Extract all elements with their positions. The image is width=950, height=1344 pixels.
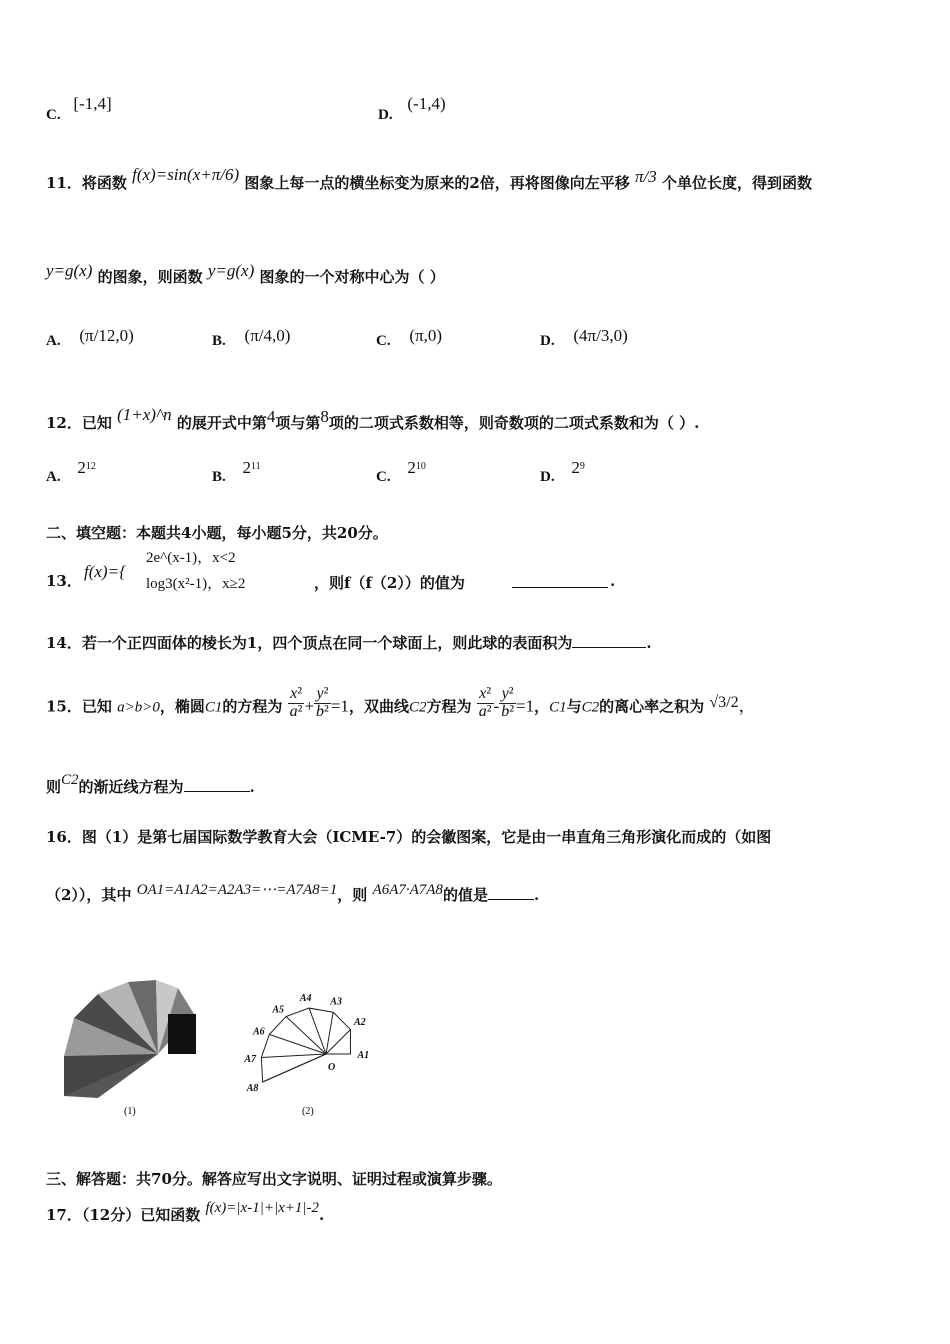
text: 则 <box>46 778 62 796</box>
g-function-2: y=g(x) <box>207 261 255 280</box>
piecewise-case-2: log3(x²-1)，x≥2 <box>146 576 246 592</box>
point-label: A1 <box>357 1050 370 1061</box>
end-mark: . <box>533 886 540 904</box>
option-label: D. <box>540 333 555 349</box>
point-label: A4 <box>299 992 312 1004</box>
q10-option-d <box>378 94 446 124</box>
text: ，则f（f（2））的值为 <box>314 574 465 592</box>
binomial-expression: (1+x)^n <box>117 405 172 424</box>
text: 图象上每一点的横坐标变为原来的2倍，再将图像向左平移 <box>244 174 630 192</box>
text: 项与第 <box>275 414 321 432</box>
question-12-line <box>46 405 700 433</box>
text: ， <box>534 697 550 716</box>
ellipse-equation: $\frac{\text{x²}}{\text{a²}}$ <box>289 685 303 720</box>
option-value: (π,0) <box>409 326 443 345</box>
q12-option-b <box>212 458 261 486</box>
option-label: B. <box>212 469 226 485</box>
section-2-heading: 二、填空题：本题共4小题，每小题5分，共20分。 <box>46 524 388 542</box>
piecewise-label: f(x)={ <box>84 562 126 581</box>
g-function: y=g(x) <box>46 261 93 280</box>
section-3-heading: 三、解答题：共70分。解答应写出文字说明、证明过程或演算步骤。 <box>46 1170 502 1188</box>
question-number: 17． <box>46 1206 82 1224</box>
option-label: C. <box>376 469 391 485</box>
answer-blank[interactable] <box>572 633 646 648</box>
option-value: (4π/3,0) <box>573 326 628 345</box>
answer-blank[interactable] <box>512 573 608 588</box>
question-11-line2 <box>46 261 445 287</box>
text: ，椭圆 <box>159 697 205 716</box>
text: 的图象，则函数 <box>97 268 203 286</box>
option-base: 2 <box>407 458 416 477</box>
eccentricity-product: √3/2 <box>709 694 739 712</box>
question-16-line2 <box>46 884 539 905</box>
q12-option-c <box>376 458 426 486</box>
text: 已知 <box>81 697 112 716</box>
text: 的渐近线方程为 <box>78 778 184 796</box>
question-number: 14． <box>46 634 82 652</box>
option-exponent: 12 <box>85 461 96 472</box>
q11-option-a <box>46 326 134 350</box>
question-15-line1: 15．已知 a>b>0，椭圆C1的方程为 $\frac{\text{x²}}{\text{a²}}$ + $\frac{\text{y²}}{\text{b²}}$ =1，双曲线C2方程为 $\frac{\text{x²}}{\text{a²}}$ - $\frac{\text{y²}}{\text{b²}}$ =1，C1与C2的离心率之积为 √3/2， <box>46 685 756 720</box>
question-11-line1 <box>46 165 813 193</box>
q12-option-a <box>46 458 96 486</box>
option-label: B. <box>212 333 226 349</box>
text: ，则 <box>337 886 368 904</box>
text: 的值是 <box>442 886 488 904</box>
option-label: A. <box>46 333 61 349</box>
ray-line <box>309 1008 326 1054</box>
ellipse-equation-y: $\frac{\text{y²}}{\text{b²}}$ <box>316 685 329 720</box>
point-label: A2 <box>353 1017 366 1029</box>
text: （12分）已知函数 <box>81 1206 201 1224</box>
rays <box>261 1008 350 1082</box>
question-14 <box>46 632 652 653</box>
hyperbola-equation-y: $\frac{\text{y²}}{\text{b²}}$ <box>501 685 514 720</box>
end-mark: . <box>318 1206 325 1224</box>
text: 的展开式中第 <box>176 414 267 432</box>
term-index-1: 4 <box>266 407 276 426</box>
option-value: (π/4,0) <box>244 326 291 345</box>
c1-symbol-2: C1 <box>549 699 567 716</box>
ray-line <box>286 1017 326 1054</box>
figure-svg <box>58 958 418 1128</box>
option-base: 2 <box>242 458 252 477</box>
condition: a>b>0 <box>117 699 160 716</box>
question-number: 16． <box>46 828 82 846</box>
end-mark: . <box>646 634 652 652</box>
option-label: D. <box>540 469 555 485</box>
option-label: A. <box>46 469 61 485</box>
point-label: A8 <box>246 1082 259 1094</box>
point-label: A7 <box>244 1054 257 1066</box>
c1-symbol: C1 <box>204 699 223 716</box>
option-exponent: 10 <box>415 461 426 472</box>
end-mark: . <box>610 572 616 590</box>
text: 图（1）是第七届国际数学教育大会（ICME-7）的会徽图案，它是由一串直角三角形演化而成的（如图 <box>81 828 772 846</box>
c2-symbol: C2 <box>408 699 427 716</box>
option-label: D. <box>378 107 393 123</box>
answer-blank[interactable] <box>184 777 250 792</box>
figure-2-diagram <box>261 1008 350 1082</box>
spiral-square <box>168 1014 196 1054</box>
text: （2）），其中 <box>46 886 132 904</box>
q11-option-b <box>212 326 291 350</box>
point-label: A5 <box>272 1004 284 1016</box>
q11-option-c <box>376 326 443 350</box>
function-expression: f(x)=sin(x+π/6) <box>132 165 240 184</box>
term-index-2: 8 <box>320 407 329 426</box>
shift-amount: π/3 <box>635 167 657 186</box>
option-exponent: 11 <box>251 461 261 472</box>
question-number: 13． <box>46 572 82 590</box>
option-value: (π/12,0) <box>79 326 134 345</box>
option-base: 2 <box>571 458 580 477</box>
ray-line <box>269 1034 326 1054</box>
question-16-line1 <box>46 826 771 847</box>
q10-option-c <box>46 94 112 124</box>
piecewise-case-1: 2e^(x-1)，x<2 <box>146 550 236 566</box>
figures <box>58 958 418 1132</box>
figure-1-caption: (1) <box>124 1106 136 1117</box>
point-label: O <box>328 1062 336 1073</box>
text: 的离心率之积为 <box>599 697 705 716</box>
question-15-line2 <box>46 772 255 797</box>
segment-condition: OA1=A1A2=A2A3=⋯=A7A8=1 <box>136 882 338 898</box>
text: 与 <box>566 697 582 716</box>
answer-blank[interactable] <box>488 885 534 900</box>
option-label: C. <box>376 333 391 349</box>
text: 已知 <box>81 414 112 432</box>
text: 项的二项式系数相等，则奇数项的二项式系数和为（ ）. <box>328 414 700 432</box>
option-exponent: 9 <box>579 461 585 472</box>
option-label: C. <box>46 107 61 123</box>
hyperbola-equation: $\frac{\text{x²}}{\text{a²}}$ <box>478 685 492 720</box>
ray-line <box>261 1054 326 1058</box>
dot-product: A6A7·A7A8 <box>372 882 443 898</box>
text: 若一个正四面体的棱长为1，四个顶点在同一个球面上，则此球的表面积为 <box>81 634 573 652</box>
point-label: A3 <box>330 996 342 1008</box>
option-base: 2 <box>77 458 86 477</box>
q12-option-d <box>540 458 585 486</box>
ray-line <box>263 1054 326 1082</box>
question-17 <box>46 1200 325 1225</box>
spiral-base <box>64 1054 158 1098</box>
c2-symbol-3: C2 <box>61 772 79 788</box>
q11-option-d <box>540 326 628 350</box>
text: 方程为 <box>426 697 472 716</box>
option-value: [-1,4] <box>73 94 112 113</box>
c2-symbol-2: C2 <box>581 699 600 716</box>
question-number: 15． <box>46 697 82 716</box>
end-mark: . <box>249 778 255 796</box>
function-expression: f(x)=|x-1|+|x+1|-2 <box>205 1200 319 1216</box>
text: 的方程为 <box>222 697 283 716</box>
text: 个单位长度，得到函数 <box>662 174 813 192</box>
question-number: 11． <box>46 174 82 192</box>
text: 将函数 <box>81 174 127 192</box>
point-label: A6 <box>252 1026 265 1038</box>
question-number: 12． <box>46 414 82 432</box>
text: ，双曲线 <box>348 697 409 716</box>
outer-polygon <box>261 1008 350 1082</box>
figure-2-caption: (2) <box>302 1106 314 1117</box>
text: 图象的一个对称中心为（ ） <box>259 268 445 286</box>
option-value: (-1,4) <box>407 94 446 113</box>
figure-1-spiral <box>64 980 196 1117</box>
